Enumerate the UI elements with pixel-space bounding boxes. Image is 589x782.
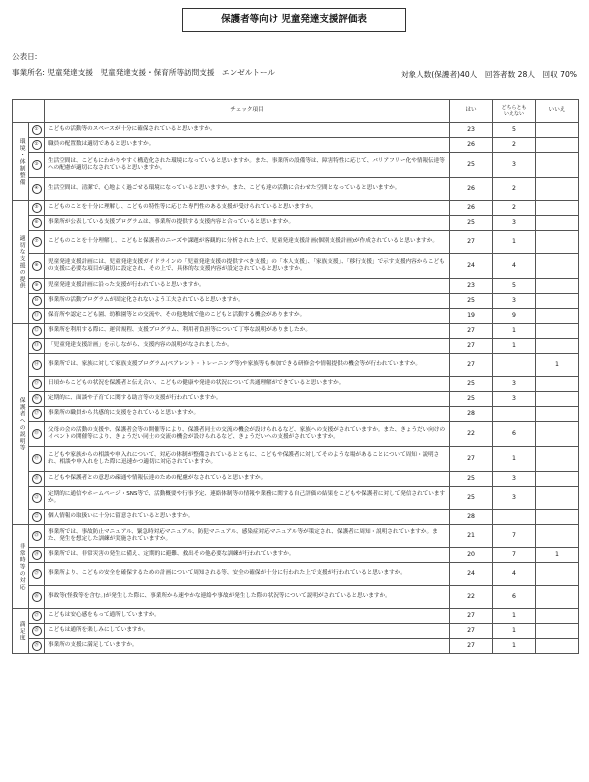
item-text: 事業所では、事故防止マニュアル、緊急時対応マニュアル、防犯マニュアル、感染症対応マニュアル等が策定され、保護者に周知・説明されていますか。また、発生を想定した訓練が実施されていますか。 xyxy=(45,525,450,548)
no-count xyxy=(536,294,579,309)
table-row xyxy=(13,609,579,624)
no-count xyxy=(536,422,579,447)
no-count xyxy=(536,407,579,422)
item-text: 定期的に、面談や子育てに関する助言等の支援が行われていますか。 xyxy=(45,392,450,407)
item-text: こどものことを十分理解し、こどもと保護者のニーズや課題が客観的に分析された上で、児童発達支援計画(個別支援計画)が作成されていると思いますか。 xyxy=(45,231,450,254)
item-number: ⑱ xyxy=(32,429,42,439)
no-count xyxy=(536,624,579,639)
item-text: 生活空間は、清潔で、心地よく過ごせる環境になっていると思いますか。また、こども達の活動に合わせた空間となっていると思いますか。 xyxy=(45,178,450,201)
yes-count: 25 xyxy=(450,377,493,392)
no-count xyxy=(536,525,579,548)
item-number: ⑦ xyxy=(32,237,42,247)
item-text: 事業所より、こどもの安全を確保するための計画について周知される等、安全の確保が十分に行われた上で支援が行われていると思いますか。 xyxy=(45,563,450,586)
item-number-cell xyxy=(29,339,45,354)
section-label: 適切な支援の提供 xyxy=(13,201,29,324)
item-number-cell xyxy=(29,624,45,639)
yes-count: 22 xyxy=(450,586,493,609)
table-row xyxy=(13,377,579,392)
table-row xyxy=(13,487,579,510)
neutral-count: 1 xyxy=(493,624,536,639)
table-row xyxy=(13,294,579,309)
table-row xyxy=(13,254,579,279)
table-row xyxy=(13,138,579,153)
section-label: 満足度 xyxy=(13,609,29,654)
item-number-cell xyxy=(29,178,45,201)
item-number-cell xyxy=(29,548,45,563)
item-number-cell xyxy=(29,309,45,324)
item-text: 事業所の支援に満足していますか。 xyxy=(45,639,450,654)
table-row xyxy=(13,231,579,254)
neutral-count: 3 xyxy=(493,294,536,309)
item-text: こどもや家族からの相談や申入れについて、対応の体制が整備されているとともに、こどもや保護者に対してそのような場があることについて周知・説明され、相談や申入れをした際に迅速かつ適切に対応されていますか。 xyxy=(45,447,450,472)
no-count xyxy=(536,392,579,407)
neutral-count: 4 xyxy=(493,563,536,586)
item-text: こどものことを十分に理解し、こどもの特性等に応じた専門性のある支援が受けられていると思いますか。 xyxy=(45,201,450,216)
neutral-count: 1 xyxy=(493,324,536,339)
item-text: こどもや保護者との意思の疎通や情報伝達のための配慮がなされていると思いますか。 xyxy=(45,472,450,487)
yes-count: 25 xyxy=(450,472,493,487)
no-count xyxy=(536,231,579,254)
no-count xyxy=(536,339,579,354)
item-number-cell xyxy=(29,563,45,586)
table-row xyxy=(13,392,579,407)
item-number: ⑭ xyxy=(32,360,42,370)
yes-count: 27 xyxy=(450,624,493,639)
table-row xyxy=(13,422,579,447)
neutral-count: 3 xyxy=(493,392,536,407)
table-row xyxy=(13,563,579,586)
item-number: ㉙ xyxy=(32,641,42,651)
item-number: ② xyxy=(32,140,42,150)
yes-count: 25 xyxy=(450,392,493,407)
section-label: 保護者への説明等 xyxy=(13,324,29,525)
yes-count: 27 xyxy=(450,609,493,624)
yes-count: 21 xyxy=(450,525,493,548)
item-number-cell xyxy=(29,231,45,254)
item-number: ⑯ xyxy=(32,394,42,404)
neutral-count: 1 xyxy=(493,339,536,354)
yes-count: 27 xyxy=(450,231,493,254)
yes-count: 27 xyxy=(450,324,493,339)
no-count xyxy=(536,324,579,339)
publish-date-label: 公表日: xyxy=(12,52,38,61)
item-number: ㉔ xyxy=(32,550,42,560)
no-count xyxy=(536,510,579,525)
no-count xyxy=(536,138,579,153)
neutral-count: 2 xyxy=(493,138,536,153)
item-number: ㉗ xyxy=(32,611,42,621)
no-count xyxy=(536,639,579,654)
table-row xyxy=(13,624,579,639)
yes-count: 26 xyxy=(450,201,493,216)
item-text: 「児童発達支援計画」を示しながら、支援内容の説明がなされましたか。 xyxy=(45,339,450,354)
item-number-cell xyxy=(29,324,45,339)
neutral-count xyxy=(493,407,536,422)
header-yes: はい xyxy=(450,100,493,123)
table-row xyxy=(13,354,579,377)
item-number-cell xyxy=(29,123,45,138)
item-number-cell xyxy=(29,487,45,510)
table-row xyxy=(13,309,579,324)
neutral-count: 1 xyxy=(493,639,536,654)
item-text: 事業所では、家族に対して家族支援プログラム(ペアレント・トレーニング等)や家族等も参加できる研修会や情報提供の機会等が行われていますか。 xyxy=(45,354,450,377)
item-number: ⑤ xyxy=(32,203,42,213)
no-count xyxy=(536,563,579,586)
yes-count: 23 xyxy=(450,123,493,138)
item-number: ㉑ xyxy=(32,493,42,503)
table-row xyxy=(13,639,579,654)
neutral-count: 1 xyxy=(493,447,536,472)
yes-count: 19 xyxy=(450,309,493,324)
section-label: 非常時等の対応 xyxy=(13,525,29,609)
item-number-cell xyxy=(29,510,45,525)
table-row xyxy=(13,510,579,525)
item-number-cell xyxy=(29,472,45,487)
table-row xyxy=(13,178,579,201)
yes-count: 22 xyxy=(450,422,493,447)
item-number: ⑮ xyxy=(32,379,42,389)
item-text: 保育所や認定こども園、幼稚園等との交流や、その他地域で他のこどもと活動する機会がありますか。 xyxy=(45,309,450,324)
table-row xyxy=(13,279,579,294)
table-row xyxy=(13,324,579,339)
no-count xyxy=(536,216,579,231)
yes-count: 26 xyxy=(450,178,493,201)
item-number: ⑬ xyxy=(32,341,42,351)
yes-count: 24 xyxy=(450,563,493,586)
header-no: いいえ xyxy=(536,100,579,123)
item-number-cell xyxy=(29,354,45,377)
table-row xyxy=(13,216,579,231)
neutral-count: 5 xyxy=(493,279,536,294)
yes-count: 27 xyxy=(450,339,493,354)
table-row xyxy=(13,472,579,487)
item-number-cell xyxy=(29,216,45,231)
header-neutral: どちらとも いえない xyxy=(493,100,536,123)
item-text: 児童発達支援計画に沿った支援が行われていると思いますか。 xyxy=(45,279,450,294)
item-number: ⑰ xyxy=(32,409,42,419)
item-number: ㉓ xyxy=(32,531,42,541)
neutral-count: 9 xyxy=(493,309,536,324)
neutral-count: 3 xyxy=(493,216,536,231)
neutral-count xyxy=(493,510,536,525)
table-row xyxy=(13,548,579,563)
item-number-cell xyxy=(29,377,45,392)
section-label: 環境・体制整備 xyxy=(13,123,29,201)
table-row xyxy=(13,407,579,422)
neutral-count: 1 xyxy=(493,231,536,254)
item-number: ㉕ xyxy=(32,569,42,579)
item-text: 父母の会の活動の支援や、保護者会等の開催等により、保護者同士の交流の機会が設けられるなど、家族への支援がされていますか。また、きょうだい向けのイベントの開催等により、きょうだい同士の交流の機会が設けられるなど、きょうだいへの支援がされていますか。 xyxy=(45,422,450,447)
neutral-count: 1 xyxy=(493,609,536,624)
item-text: 事業所を利用する際に、運営規程、支援プログラム、利用者負担等について丁寧な説明がありましたか。 xyxy=(45,324,450,339)
item-text: こどもは通所を楽しみにしていますか。 xyxy=(45,624,450,639)
item-number: ① xyxy=(32,125,42,135)
table-row xyxy=(13,201,579,216)
item-text: こどもの活動等のスペースが十分に確保されていると思いますか。 xyxy=(45,123,450,138)
no-count xyxy=(536,201,579,216)
neutral-count: 3 xyxy=(493,377,536,392)
item-text: こどもは安心感をもって通所していますか。 xyxy=(45,609,450,624)
header-check-item: チェック項目 xyxy=(45,100,450,123)
neutral-count: 4 xyxy=(493,254,536,279)
item-number: ⑫ xyxy=(32,326,42,336)
no-count: 1 xyxy=(536,354,579,377)
item-number: ⑲ xyxy=(32,454,42,464)
item-text: 事業所では、非常災害の発生に備え、定期的に避難、救出その他必要な訓練が行われていますか。 xyxy=(45,548,450,563)
item-number-cell xyxy=(29,201,45,216)
table-row xyxy=(13,339,579,354)
item-text: 日頃からこどもの状況を保護者と伝え合い、こどもの健康や発達の状況について共通理解ができていると思いますか。 xyxy=(45,377,450,392)
item-number-cell xyxy=(29,294,45,309)
item-number: ⑪ xyxy=(32,311,42,321)
no-count xyxy=(536,123,579,138)
table-header-row xyxy=(13,100,579,123)
response-stats: 対象人数(保護者)40人 回答者数 28人 回収 70% xyxy=(400,70,577,79)
item-number: ⑩ xyxy=(32,296,42,306)
table-row xyxy=(13,123,579,138)
neutral-count: 2 xyxy=(493,201,536,216)
yes-count: 23 xyxy=(450,279,493,294)
yes-count: 25 xyxy=(450,153,493,178)
item-text: 個人情報の取扱いに十分に留意されていると思いますか。 xyxy=(45,510,450,525)
no-count xyxy=(536,586,579,609)
yes-count: 25 xyxy=(450,487,493,510)
item-number-cell xyxy=(29,422,45,447)
item-text: 事業所の職員から共感的に支援をされていると思いますか。 xyxy=(45,407,450,422)
no-count xyxy=(536,377,579,392)
item-number-cell xyxy=(29,153,45,178)
item-number-cell xyxy=(29,407,45,422)
item-text: 事故等(怪我等を含む。)が発生した際に、事業所から速やかな連絡や事故が発生した際の状況等について説明がされていると思いますか。 xyxy=(45,586,450,609)
yes-count: 24 xyxy=(450,254,493,279)
item-number: ⑥ xyxy=(32,218,42,228)
item-text: 事業所の活動プログラムが固定化されないよう工夫されていると思いますか。 xyxy=(45,294,450,309)
no-count xyxy=(536,254,579,279)
item-number-cell xyxy=(29,254,45,279)
yes-count: 27 xyxy=(450,447,493,472)
neutral-count: 2 xyxy=(493,178,536,201)
neutral-count: 3 xyxy=(493,472,536,487)
item-number: ㉖ xyxy=(32,592,42,602)
yes-count: 27 xyxy=(450,639,493,654)
neutral-count: 6 xyxy=(493,422,536,447)
no-count xyxy=(536,178,579,201)
no-count xyxy=(536,447,579,472)
yes-count: 28 xyxy=(450,510,493,525)
document-title: 保護者等向け 児童発達支援評価表 xyxy=(182,8,406,32)
no-count xyxy=(536,609,579,624)
item-text: 児童発達支援計画には、児童発達支援ガイドラインの「児童発達支援の提供すべき支援」の「本人支援」、「家族支援」、「移行支援」で示す支援内容からこどもの支援に必要な項目が適切に設定され、その上で、具体的な支援内容が設定されていると思いますか。 xyxy=(45,254,450,279)
no-count: 1 xyxy=(536,548,579,563)
yes-count: 28 xyxy=(450,407,493,422)
item-number-cell xyxy=(29,138,45,153)
item-number: ⑧ xyxy=(32,261,42,271)
item-number: ⑳ xyxy=(32,474,42,484)
item-number: ④ xyxy=(32,184,42,194)
item-number: ③ xyxy=(32,160,42,170)
item-number-cell xyxy=(29,392,45,407)
neutral-count: 7 xyxy=(493,525,536,548)
item-text: 職員の配置数は適切であると思いますか。 xyxy=(45,138,450,153)
yes-count: 26 xyxy=(450,138,493,153)
item-number: ⑨ xyxy=(32,281,42,291)
no-count xyxy=(536,309,579,324)
item-text: 生活空間は、こどもにわかりやすく構造化された環境になっていると思いますか。また、事業所の設備等は、障害特性に応じて、バリアフリー化や情報伝達等への配慮が適切になされていると思いますか。 xyxy=(45,153,450,178)
yes-count: 20 xyxy=(450,548,493,563)
item-text: 事業所が公表している支援プログラムは、事業所の提供する支援内容と合っていると思いますか。 xyxy=(45,216,450,231)
item-text: 定期的に通信やホームページ・SNS等で、活動概要や行事予定、連絡体制等の情報や業務に関する自己評価の結果をこどもや保護者に対して発信されていますか。 xyxy=(45,487,450,510)
table-row xyxy=(13,525,579,548)
item-number-cell xyxy=(29,639,45,654)
item-number-cell xyxy=(29,525,45,548)
header-blank xyxy=(13,100,45,123)
item-number-cell xyxy=(29,586,45,609)
neutral-count: 7 xyxy=(493,548,536,563)
yes-count: 25 xyxy=(450,216,493,231)
table-body xyxy=(13,123,579,654)
neutral-count: 3 xyxy=(493,153,536,178)
evaluation-table xyxy=(12,99,579,654)
neutral-count xyxy=(493,354,536,377)
no-count xyxy=(536,472,579,487)
neutral-count: 6 xyxy=(493,586,536,609)
office-name: 事業所名: 児童発達支援 児童発達支援・保育所等訪問支援 エンゼルトール xyxy=(12,68,276,77)
item-number-cell xyxy=(29,609,45,624)
item-number-cell xyxy=(29,279,45,294)
table-row xyxy=(13,586,579,609)
neutral-count: 3 xyxy=(493,487,536,510)
item-number: ㉘ xyxy=(32,626,42,636)
item-number-cell xyxy=(29,447,45,472)
no-count xyxy=(536,153,579,178)
table-row xyxy=(13,447,579,472)
yes-count: 27 xyxy=(450,354,493,377)
yes-count: 25 xyxy=(450,294,493,309)
item-number: ㉒ xyxy=(32,512,42,522)
table-row xyxy=(13,153,579,178)
no-count xyxy=(536,487,579,510)
no-count xyxy=(536,279,579,294)
neutral-count: 5 xyxy=(493,123,536,138)
